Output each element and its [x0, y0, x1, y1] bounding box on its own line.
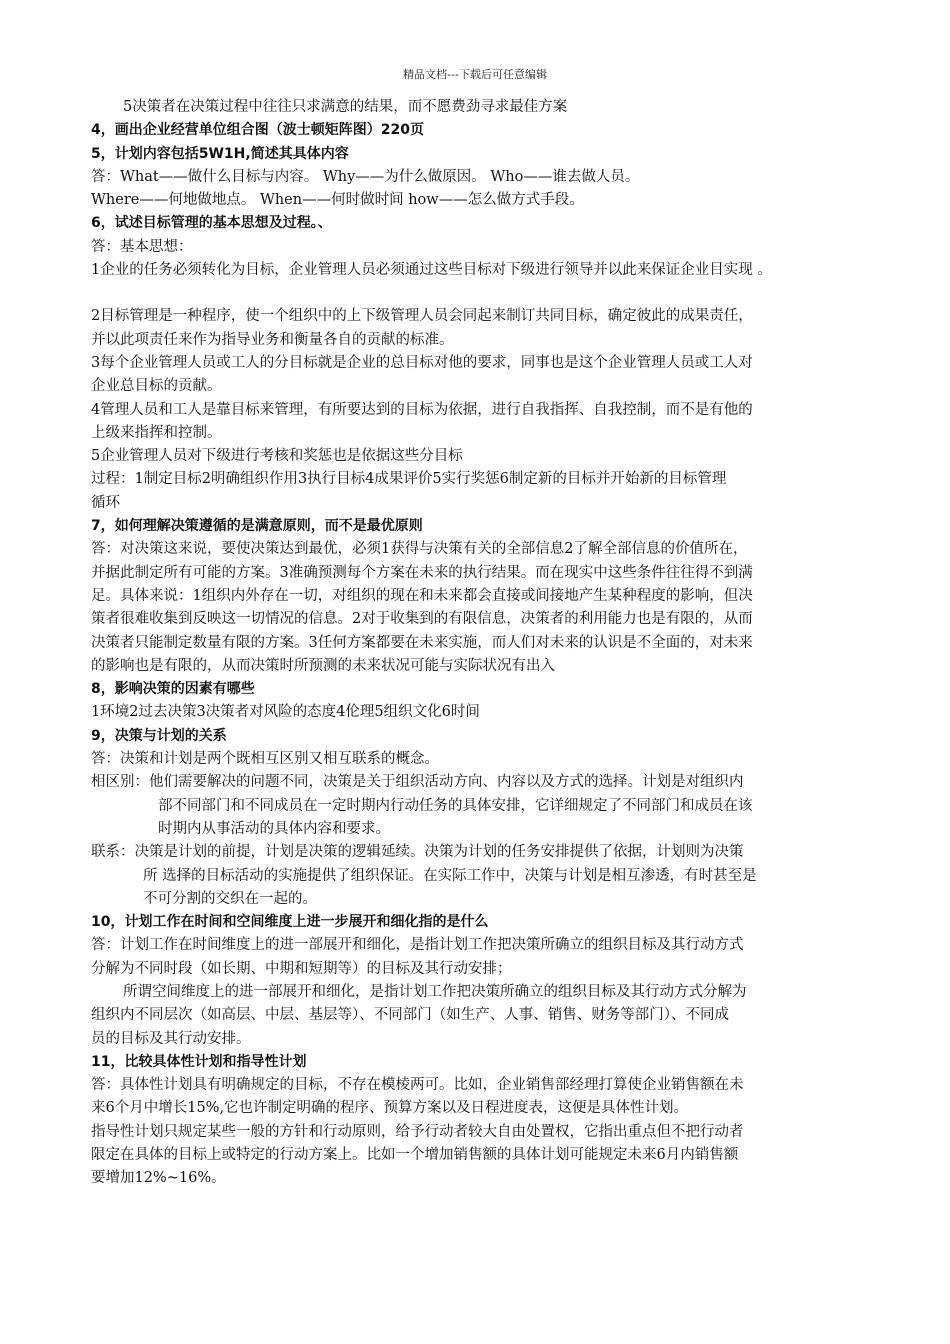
section-heading: 10，计划工作在时间和空间维度上进一步展开和细化指的是什么 — [91, 914, 489, 931]
section-heading: 5，计划内容包括5W1H,简述其具体内容 — [91, 145, 349, 162]
paragraph-line: 上级来指挥和控制。 — [91, 424, 222, 441]
paragraph-line: 5决策者在决策过程中往往只求满意的结果，而不愿费劲寻求最佳方案 — [123, 99, 568, 115]
paragraph-line: 4管理人员和工人是靠目标来管理，有所要达到的目标为依据，进行自我指挥、自我控制，而不是有他的 — [91, 401, 753, 418]
section-heading: 8，影响决策的因素有哪些 — [91, 681, 255, 698]
paragraph-line: 3每个企业管理人员或工人的分目标就是企业的总目标对他的要求，同事也是这个企业管理人员或工人对 — [91, 354, 753, 371]
section-heading: 9，决策与计划的关系 — [91, 727, 227, 744]
paragraph-line: 指导性计划只规定某些一般的方针和行动原则，给予行动者较大自由处置权，它指出重点但不把行动者 — [91, 1123, 744, 1140]
paragraph-line: 员的目标及其行动安排。 — [91, 1030, 251, 1047]
paragraph-line: 联系：决策是计划的前提，计划是决策的逻辑延续。决策为计划的任务安排提供了依据，计划则为决策 — [91, 844, 744, 861]
blank-line — [91, 282, 871, 305]
paragraph-line: 1企业的任务必须转化为目标，企业管理人员必须通过这些目标对下级进行领导并以此来保证企业目实现 。 — [91, 262, 772, 279]
paragraph-line: 时期内从事活动的具体内容和要求。 — [158, 820, 390, 837]
paragraph-line: 5企业管理人员对下级进行考核和奖惩也是依据这些分目标 — [91, 448, 463, 465]
paragraph-line: 答：具体性计划具有明确规定的目标，不存在模棱两可。比如，企业销售部经理打算使企业销售额在未 — [91, 1077, 744, 1094]
paragraph-line: Where——何地做地点。 When——何时做时间 how——怎么做方式手段。 — [91, 192, 584, 209]
paragraph-line: 1环境2过去决策3决策者对风险的态度4伦理5组织文化6时间 — [91, 704, 480, 721]
document-body — [91, 96, 871, 1191]
paragraph-line: 相区别：他们需要解决的问题不同，决策是关于组织活动方向、内容以及方式的选择。计划是对组织内 — [91, 774, 744, 791]
section-heading: 11，比较具体性计划和指导性计划 — [91, 1053, 307, 1070]
paragraph-line: 并据此制定所有可能的方案。3准确预测每个方案在未来的执行结果。而在现实中这些条件往往得不到满 — [91, 564, 753, 581]
paragraph-line: 企业总目标的贡献。 — [91, 378, 222, 395]
paragraph-line: 答：What——做什么目标与内容。 Why——为什么做原因。 Who——谁去做人员。 — [91, 168, 640, 185]
paragraph-line: 并以此项责任来作为指导业务和衡量各自的贡献的标准。 — [91, 331, 454, 348]
section-heading: 7，如何理解决策遵循的是满意原则，而不是最优原则 — [91, 518, 423, 535]
paragraph-line: 答：决策和计划是两个既相互区别又相互联系的概念。 — [91, 751, 439, 768]
paragraph-line: 所谓空间维度上的进一部展开和细化，是指计划工作把决策所确立的组织目标及其行动方式分解为 — [123, 983, 747, 1000]
page-header: 精品文档---下载后可任意编辑 — [403, 68, 547, 81]
paragraph-line: 答：对决策这来说，要使决策达到最优，必须1获得与决策有关的全部信息2了解全部信息的价值所在， — [91, 541, 748, 558]
paragraph-line: 过程：1制定目标2明确组织作用3执行目标4成果评价5实行奖惩6制定新的目标并开始新的目标管理 — [91, 471, 727, 488]
paragraph-line: 循环 — [91, 494, 120, 511]
paragraph-line: 来6个月中增长15%,它也许制定明确的程序、预算方案以及日程进度表，这便是具体性计划。 — [91, 1100, 689, 1117]
paragraph-line: 答：计划工作在时间维度上的进一部展开和细化，是指计划工作把决策所确立的组织目标及其行动方式 — [91, 937, 744, 954]
paragraph-line: 部不同部门和不同成员在一定时期内行动任务的具体安排，它详细规定了不同部门和成员在该 — [158, 797, 753, 814]
paragraph-line: 2目标管理是一种程序，使一个组织中的上下级管理人员会同起来制订共同目标，确定彼此的成果责任， — [91, 308, 753, 325]
paragraph-line: 的影响也是有限的，从而决策时所预测的未来状况可能与实际状况有出入 — [91, 657, 555, 674]
paragraph-line: 足。具体来说：1组织内外存在一切，对组织的现在和未来都会直接或间接地产生某种程度的影响，但决 — [91, 587, 753, 604]
paragraph-line: 限定在具体的目标上或特定的行动方案上。比如一个增加销售额的具体计划可能规定未来6月内销售额 — [91, 1147, 739, 1164]
paragraph-line: 要增加12%~16%。 — [91, 1170, 226, 1187]
paragraph-line: 组织内不同层次（如高层、中层、基层等）、不同部门（如生产、人事、销售、财务等部门）、不同成 — [91, 1007, 729, 1024]
paragraph-line: 策者很难收集到反映这一切情况的信息。2对于收集到的有限信息，决策者的利用能力也是有限的，从而 — [91, 611, 753, 628]
paragraph-line: 不可分割的交织在一起的。 — [143, 890, 317, 907]
section-heading: 4，画出企业经营单位组合图（波士顿矩阵图）220页 — [91, 122, 424, 139]
paragraph-line: 分解为不同时段（如长期、中期和短期等）的目标及其行动安排； — [91, 960, 512, 977]
paragraph-line: 答：基本思想： — [91, 238, 193, 255]
paragraph-line: 决策者只能制定数量有限的方案。3任何方案都要在未来实施，而人们对未来的认识是不全面的，对未来 — [91, 634, 753, 651]
section-heading: 6，试述目标管理的基本思想及过程。、 — [91, 215, 332, 232]
paragraph-line: 所 选择的目标活动的实施提供了组织保证。在实际工作中，决策与计划是相互渗透，有时甚至是 — [143, 867, 757, 884]
